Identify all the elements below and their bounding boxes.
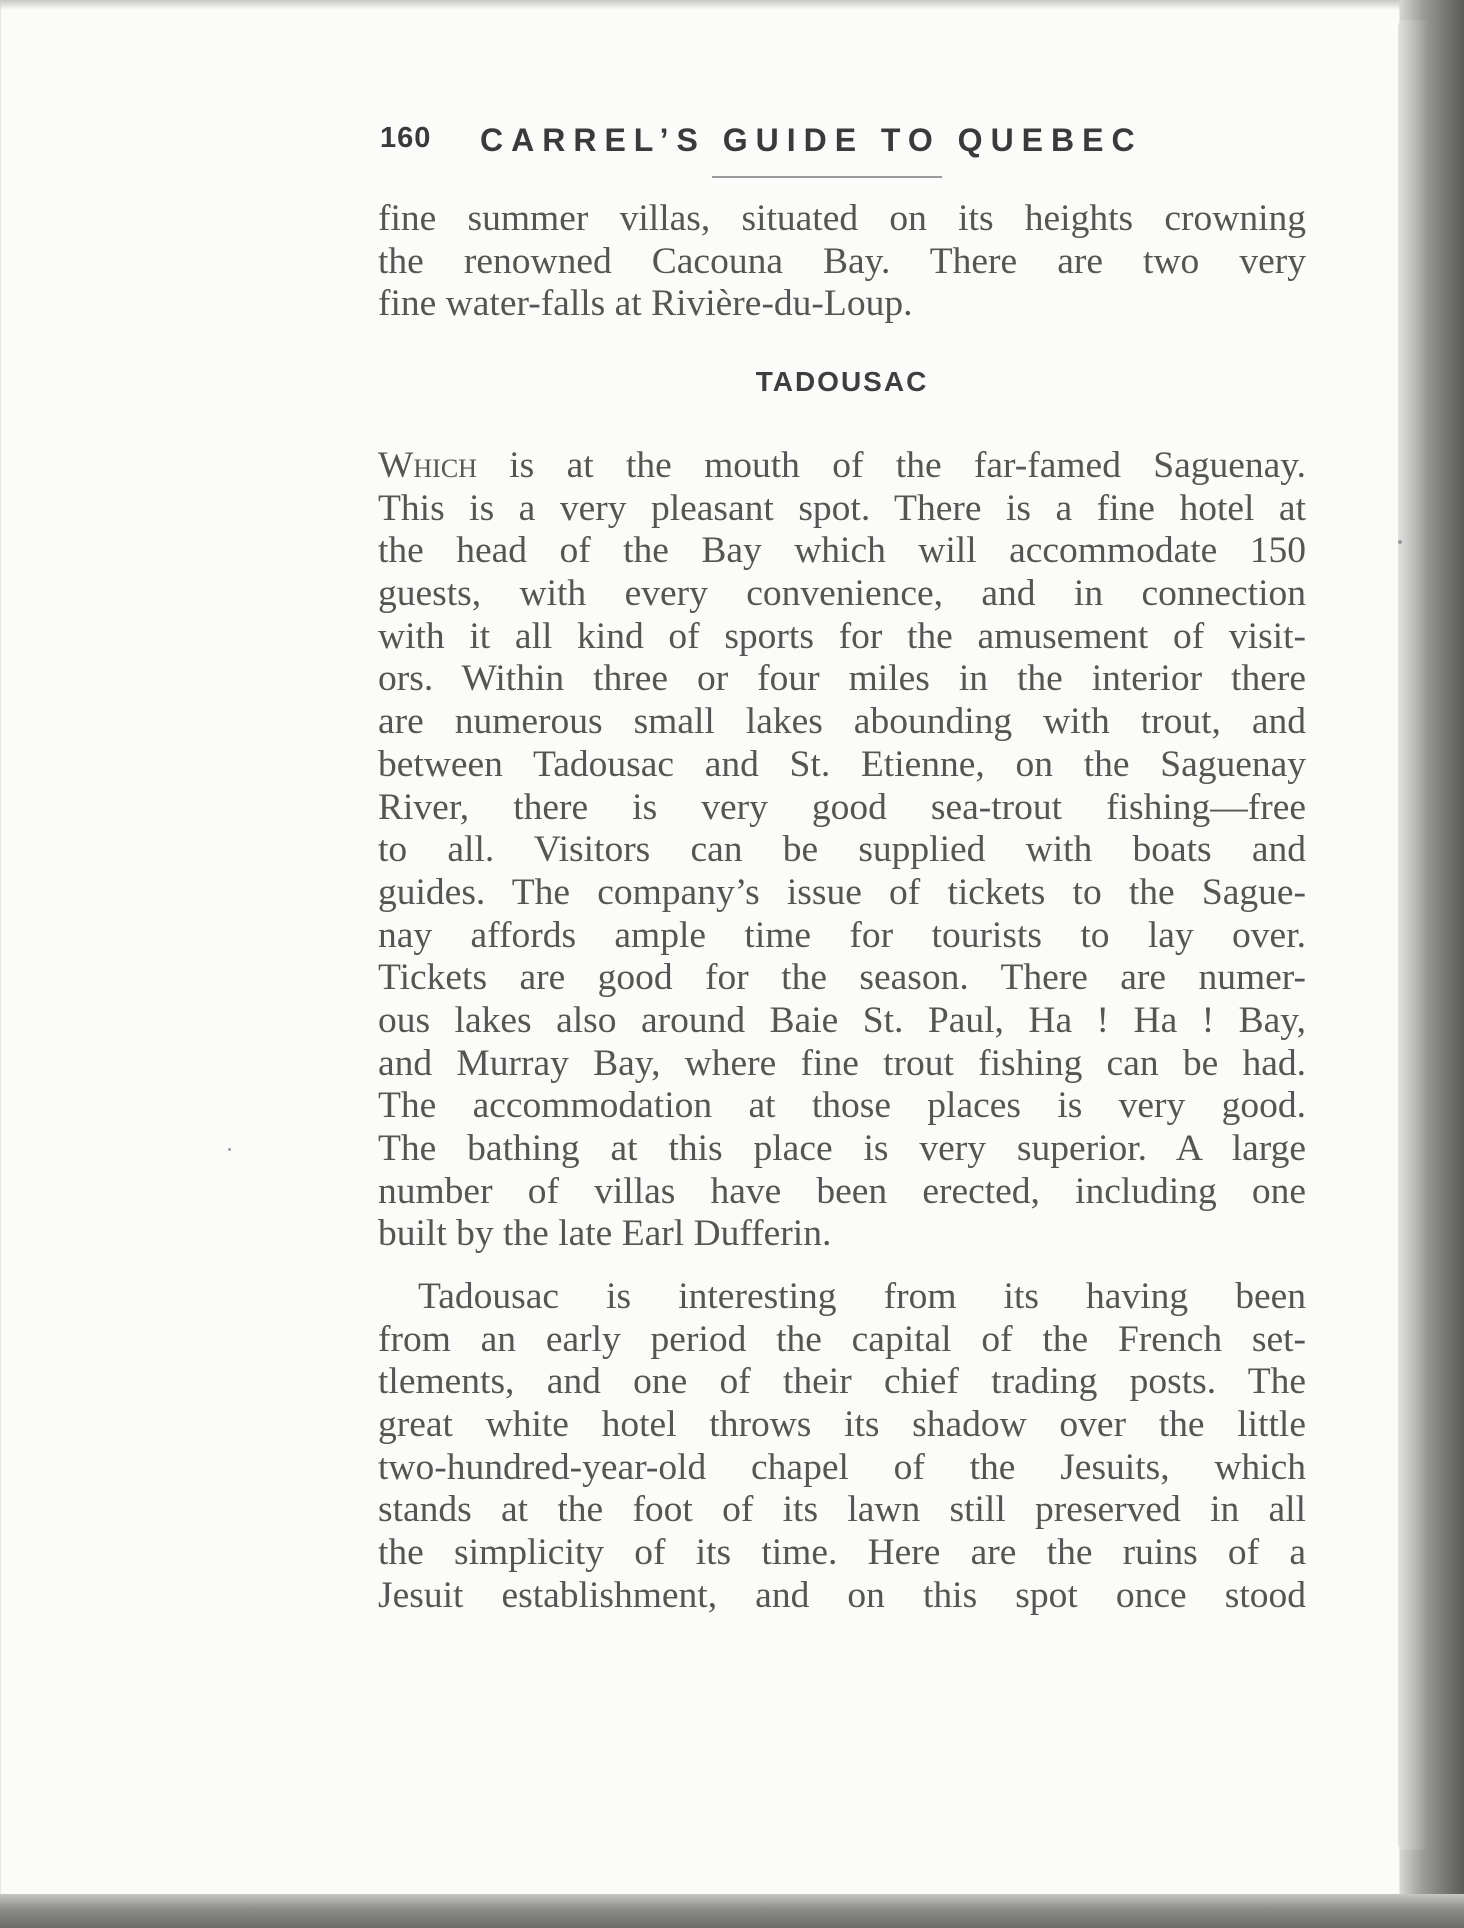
- text-line: number of villas have been erected, including one: [378, 1170, 1306, 1212]
- text-line: The accommodation at those places is very good.: [378, 1085, 1306, 1127]
- text-line: ors. Within three or four miles in the interior there: [378, 658, 1306, 700]
- text-line: ous lakes also around Baie St. Paul, Ha ! Ha ! Bay,: [378, 999, 1306, 1041]
- running-header: [380, 122, 1310, 166]
- section-heading: TADOUSAC: [755, 366, 929, 397]
- text-line: to all. Visitors can be supplied with boats and: [378, 829, 1306, 871]
- text-line: nay affords ample time for tourists to lay over.: [378, 914, 1306, 956]
- text-line: with it all kind of sports for the amusement of visit-: [378, 615, 1306, 657]
- text-line: Tadousac is interesting from its having been: [418, 1276, 1306, 1317]
- text-line: [378, 445, 1306, 488]
- text-line: and Murray Bay, where fine trout fishing can be had.: [378, 1042, 1306, 1084]
- text-line: the simplicity of its time. Here are the ruins of a: [378, 1532, 1306, 1574]
- text-line: great white hotel throws its shadow over the little: [378, 1404, 1306, 1446]
- scan-bottom-edge: [0, 1894, 1464, 1928]
- text-line: the head of the Bay which will accommodate 150: [378, 530, 1306, 572]
- text-line: This is a very pleasant spot. There is a fine hotel at: [378, 487, 1306, 529]
- tadousac-paragraph-1: [378, 445, 1306, 1256]
- header-rule: [712, 176, 942, 178]
- text-line: built by the late Earl Dufferin.: [378, 1213, 832, 1255]
- text-line: guides. The company’s issue of tickets to the Sague-: [378, 871, 1306, 913]
- intro-paragraph: [378, 198, 1306, 326]
- text-line: fine water-falls at Rivière-du-Loup.: [378, 283, 913, 325]
- text-line: guests, with every convenience, and in connection: [378, 573, 1306, 615]
- page-number: 160: [380, 122, 432, 154]
- tadousac-paragraph-2: [378, 1276, 1306, 1618]
- text-line: are numerous small lakes abounding with trout, and: [378, 701, 1306, 743]
- text-line: stands at the foot of its lawn still preserved in all: [378, 1489, 1306, 1531]
- first-word-smallcaps: Which: [378, 445, 477, 486]
- text-line: Tickets are good for the season. There are numer-: [378, 957, 1306, 999]
- running-title: CARREL’S GUIDE TO QUEBEC: [480, 122, 1143, 158]
- text-line: River, there is very good sea-trout fishing—free: [378, 786, 1306, 828]
- text-line: from an early period the capital of the French set-: [378, 1318, 1306, 1360]
- first-line-rest: is at the mouth of the far-famed Saguenay.: [476, 445, 1306, 486]
- text-line: between Tadousac and St. Etienne, on the Saguenay: [378, 743, 1306, 785]
- text-line: fine summer villas, situated on its heights crowning: [378, 198, 1306, 239]
- scan-top-edge: [0, 0, 1464, 10]
- scan-speck: [228, 1148, 231, 1151]
- text-line: tlements, and one of their chief trading posts. The: [378, 1361, 1306, 1403]
- text-line: the renowned Cacouna Bay. There are two very: [378, 240, 1306, 282]
- page-gutter-shadow: [1398, 20, 1430, 1850]
- scan-speck: [1398, 540, 1402, 544]
- text-line: two-hundred-year-old chapel of the Jesuits, which: [378, 1446, 1306, 1488]
- text-line: The bathing at this place is very superior. A large: [378, 1128, 1306, 1169]
- text-line: Jesuit establishment, and on this spot once stood: [378, 1574, 1306, 1616]
